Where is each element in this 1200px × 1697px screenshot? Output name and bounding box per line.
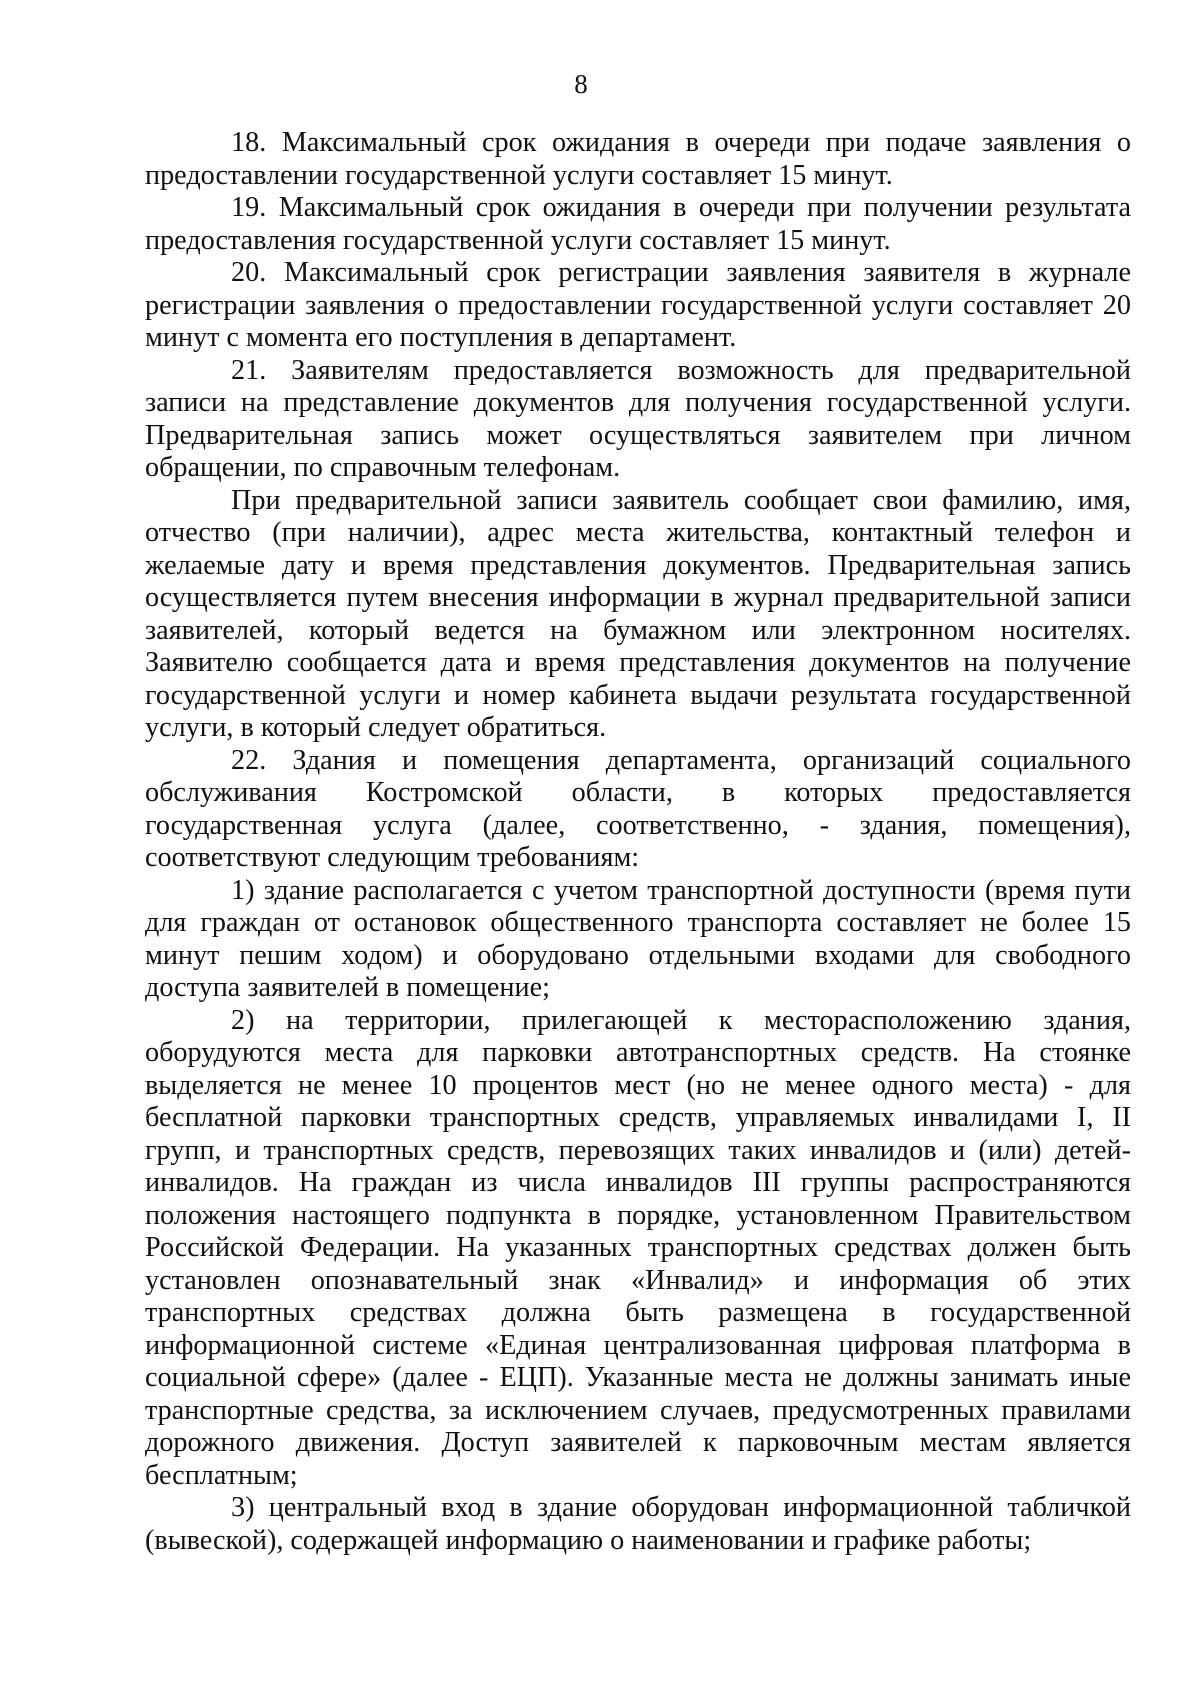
- paragraph-line: услуги, в который следует обратиться.: [145, 712, 607, 743]
- paragraph-line: Заявителю сообщается дата и время представления документов на получение: [145, 647, 1131, 678]
- paragraph-line: 22. Здания и помещения департамента, организаций социального: [231, 744, 1131, 776]
- paragraph-line: выделяется не менее 10 процентов мест (но не менее одного места) - для: [145, 1069, 1131, 1101]
- paragraph-line: минут пешим ходом) и оборудовано отдельными входами для свободного: [145, 939, 1131, 971]
- paragraph-line: для граждан от остановок общественного транспорта составляет не более 15: [145, 907, 1131, 938]
- paragraph: [145, 875, 1131, 1005]
- paragraph: [145, 745, 1131, 875]
- paragraph-line: 18. Максимальный срок ожидания в очереди при подаче заявления о: [231, 127, 1131, 158]
- paragraph: [145, 257, 1131, 355]
- paragraph-line: обращении, по справочным телефонам.: [145, 452, 621, 483]
- paragraph-line: Российской Федерации. На указанных транспортных средствах должен быть: [145, 1232, 1131, 1263]
- paragraph-line: 1) здание располагается с учетом транспортной доступности (время пути: [231, 874, 1131, 906]
- paragraph-line: записи на представление документов для получения государственной услуги.: [145, 387, 1131, 418]
- paragraph-line: установлен опознавательный знак «Инвалид» и информация об этих: [145, 1264, 1131, 1296]
- paragraph: [145, 355, 1131, 485]
- paragraph-line: При предварительной записи заявитель сообщает свои фамилию, имя,: [231, 484, 1131, 516]
- paragraph: [145, 192, 1131, 257]
- paragraph-line: социальной сфере» (далее - ЕЦП). Указанные места не должны занимать иные: [145, 1362, 1131, 1393]
- paragraph-line: минут с момента его поступления в департамент.: [145, 322, 737, 353]
- paragraph: [145, 1492, 1131, 1557]
- paragraph-line: отчество (при наличии), адрес места жительства, контактный телефон и: [145, 517, 1131, 548]
- paragraph-line: бесплатным;: [145, 1459, 298, 1491]
- paragraph-line: желаемые дату и время представления документов. Предварительная запись: [145, 549, 1131, 581]
- paragraph-line: 19. Максимальный срок ожидания в очереди при получении результата: [231, 192, 1131, 223]
- paragraph-line: государственной услуги и номер кабинета выдачи результата государственной: [145, 679, 1131, 711]
- paragraph-line: (вывеской), содержащей информацию о наименовании и графике работы;: [145, 1524, 1032, 1556]
- paragraph: [145, 1005, 1131, 1493]
- paragraph-line: предоставлении государственной услуги составляет 15 минут.: [145, 159, 893, 191]
- document-body: [145, 127, 1131, 1557]
- paragraph-line: Предварительная запись может осуществляться заявителем при личном: [145, 419, 1131, 451]
- paragraph-line: заявителей, который ведется на бумажном или электронном носителях.: [145, 614, 1131, 646]
- paragraph-line: осуществляется путем внесения информации в журнал предварительной записи: [145, 582, 1131, 613]
- page-number: 8: [574, 69, 588, 99]
- paragraph-line: 3) центральный вход в здание оборудован информационной табличкой: [231, 1492, 1131, 1523]
- paragraph-line: государственная услуга (далее, соответственно, - здания, помещения),: [145, 809, 1131, 841]
- paragraph-line: 2) на территории, прилегающей к месторасположению здания,: [231, 1004, 1131, 1036]
- paragraph-line: обслуживания Костромской области, в которых предоставляется: [145, 777, 1131, 808]
- paragraph-line: информационной системе «Единая централизованная цифровая платформа в: [145, 1329, 1131, 1361]
- paragraph: [145, 485, 1131, 745]
- paragraph-line: инвалидов. На граждан из числа инвалидов III группы распространяются: [145, 1167, 1131, 1198]
- paragraph-line: доступа заявителей в помещение;: [145, 972, 550, 1003]
- paragraph-line: групп, и транспортных средств, перевозящих таких инвалидов и (или) детей-: [145, 1134, 1131, 1166]
- paragraph-line: соответствуют следующим требованиям:: [145, 842, 640, 873]
- paragraph: [145, 127, 1131, 192]
- paragraph-line: транспортные средства, за исключением случаев, предусмотренных правилами: [145, 1394, 1131, 1426]
- paragraph-line: бесплатной парковки транспортных средств, управляемых инвалидами I, II: [145, 1102, 1131, 1133]
- paragraph-line: предоставления государственной услуги составляет 15 минут.: [145, 224, 891, 256]
- paragraph-line: 20. Максимальный срок регистрации заявления заявителя в журнале: [231, 257, 1131, 288]
- paragraph-line: дорожного движения. Доступ заявителей к парковочным местам является: [145, 1427, 1131, 1458]
- paragraph-line: 21. Заявителям предоставляется возможность для предварительной: [231, 354, 1131, 386]
- paragraph-line: оборудуются места для парковки автотранспортных средств. На стоянке: [145, 1037, 1131, 1068]
- paragraph-line: положения настоящего подпункта в порядке, установленном Правительством: [145, 1199, 1131, 1231]
- paragraph-line: транспортных средствах должна быть размещена в государственной: [145, 1297, 1131, 1328]
- paragraph-line: регистрации заявления о предоставлении государственной услуги составляет 20: [145, 289, 1131, 321]
